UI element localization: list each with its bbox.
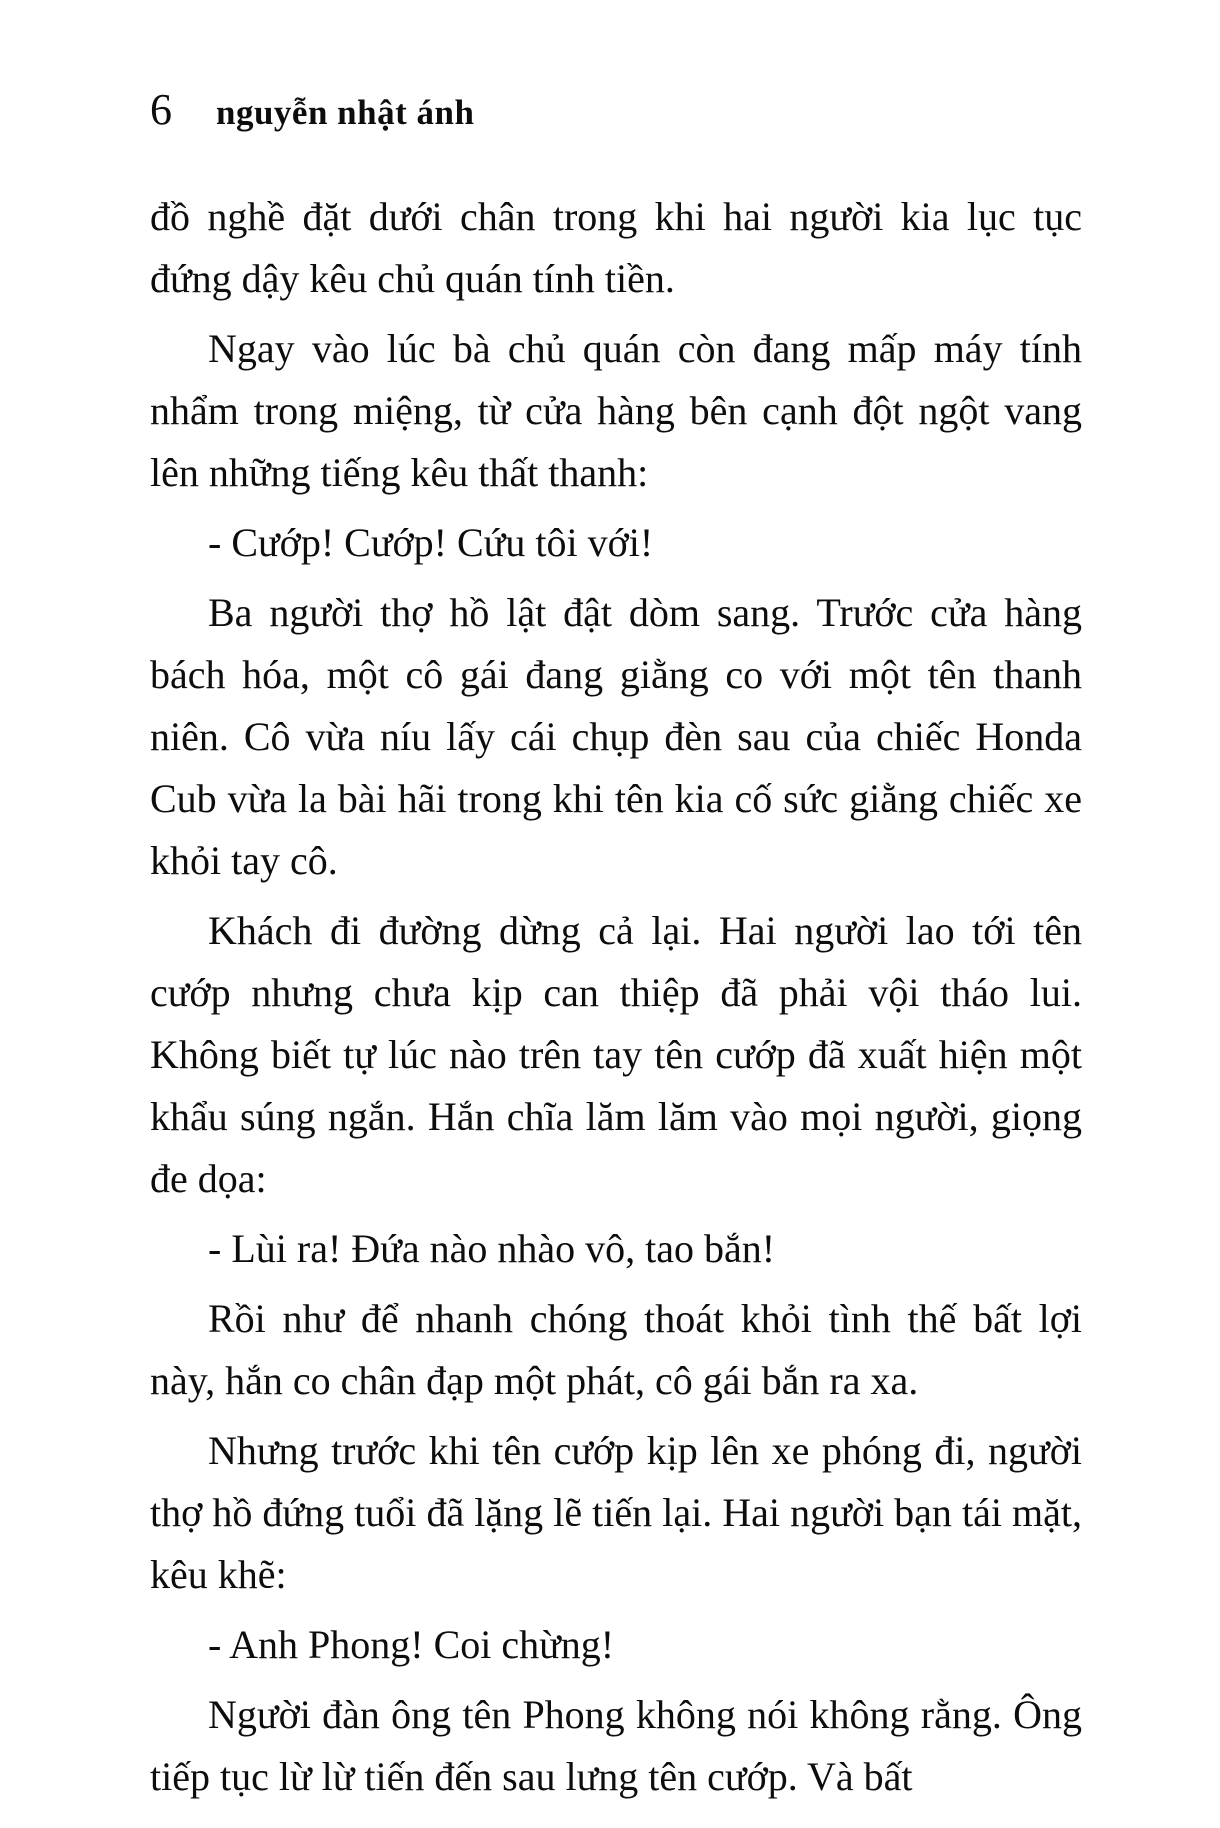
- page-body-text: [150, 186, 1082, 1816]
- dialogue-line: - Cướp! Cướp! Cứu tôi với!: [208, 520, 654, 565]
- page-number: 6: [150, 85, 172, 134]
- paragraph: Nhưng trước khi tên cướp kịp lên xe phóng đi, người thợ hồ đứng tuổi đã lặng lẽ tiến lại. Hai người bạn tái mặt, kêu khẽ:: [150, 1428, 1082, 1597]
- paragraph: Khách đi đường dừng cả lại. Hai người lao tới tên cướp nhưng chưa kịp can thiệp đã phải vội tháo lui. Không biết tự lúc nào trên tay tên cướp đã xuất hiện một khẩu súng ngắn. Hắn chĩa lăm lăm vào mọi người, giọng đe dọa:: [150, 908, 1082, 1201]
- running-header-author: nguyễn nhật ánh: [216, 93, 475, 132]
- paragraph: Ngay vào lúc bà chủ quán còn đang mấp máy tính nhẩm trong miệng, từ cửa hàng bên cạnh đột ngột vang lên những tiếng kêu thất thanh:: [150, 326, 1082, 495]
- paragraph-continuation: đồ nghề đặt dưới chân trong khi hai người kia lục tục đứng dậy kêu chủ quán tính tiền.: [150, 194, 1082, 301]
- paragraph: Ba người thợ hồ lật đật dòm sang. Trước cửa hàng bách hóa, một cô gái đang giằng co với một tên thanh niên. Cô vừa níu lấy cái chụp đèn sau của chiếc Honda Cub vừa la bài hãi trong khi tên kia cố sức giằng chiếc xe khỏi tay cô.: [150, 590, 1082, 883]
- dialogue-line: - Lùi ra! Đứa nào nhào vô, tao bắn!: [208, 1226, 776, 1271]
- paragraph-cutoff: Người đàn ông tên Phong không nói không rằng. Ông tiếp tục lừ lừ tiến đến sau lưng tên cướp. Và bất: [150, 1692, 1082, 1799]
- page-header: [150, 85, 475, 134]
- dialogue-line: - Anh Phong! Coi chừng!: [208, 1622, 615, 1667]
- paragraph: Rồi như để nhanh chóng thoát khỏi tình thế bất lợi này, hắn co chân đạp một phát, cô gái bắn ra xa.: [150, 1296, 1082, 1403]
